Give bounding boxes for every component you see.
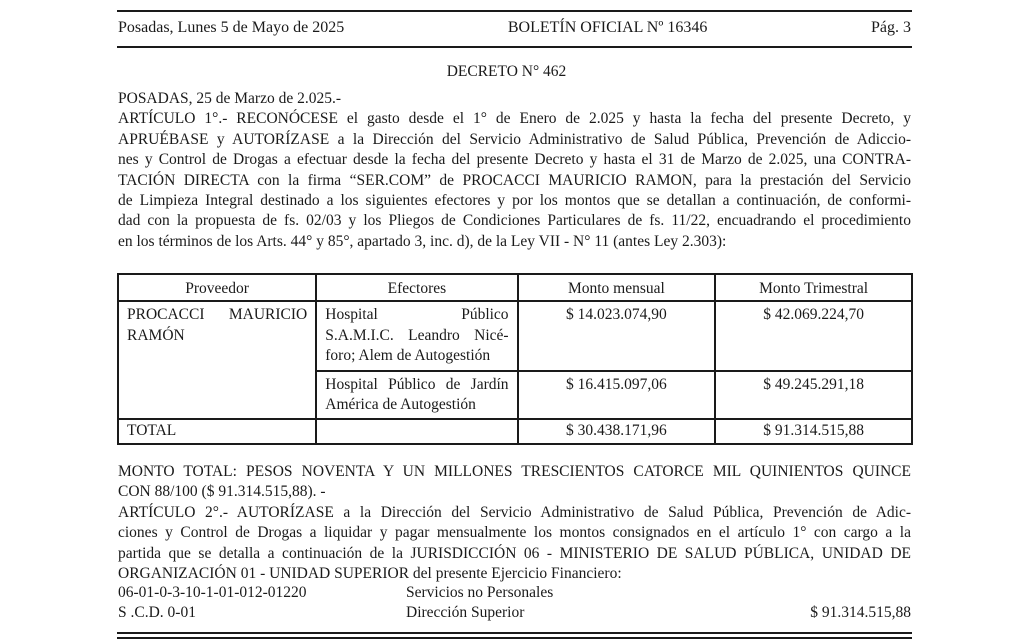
footer-rule (117, 637, 912, 639)
budget-code: S .C.D. 0-01 (118, 604, 196, 621)
quarterly-amount-cell: $ 42.069.224,70 (715, 301, 912, 370)
table-row (118, 371, 912, 420)
budget-row (118, 604, 911, 624)
header-place-date: Posadas, Lunes 5 de Mayo de 2025 (118, 19, 345, 36)
header-page-number: Pág. 3 (871, 19, 911, 36)
provider-cell (118, 301, 316, 370)
column-header-monthly: Monto mensual (518, 274, 716, 301)
article-2-line: ARTÍCULO 2°.- AUTORÍZASE a la Dirección del Servicio Administrativo de Salud Pública, Prevención de Adic- (118, 503, 911, 521)
article-1-line: TACIÓN DIRECTA con la firma “SER.COM” de PROCACCI MAURICIO RAMON, para la prestación del Servicio (118, 171, 911, 189)
article-1-line: dad con la propuesta de fs. 02/03 y los Pliegos de Condiciones Particulares de fs. 11/22, encuadrando el procedimiento (118, 212, 911, 230)
page-header (118, 17, 911, 39)
article-1-line: ARTÍCULO 1°.- RECONÓCESE el gasto desde el 1° de Enero de 2.025 y hasta la fecha del presente Decreto, y (118, 110, 911, 128)
efector-cell (316, 371, 517, 420)
table-total-row (118, 419, 912, 443)
article-2-line: partida que se detalla a continuación de la JURISDICCIÓN 06 - MINISTERIO DE SALUD PÚBLICA, UNIDAD DE (118, 544, 911, 562)
budget-code: 06-01-0-3-10-1-01-012-01220 (118, 584, 307, 601)
column-header-quarterly: Monto Trimestral (715, 274, 912, 301)
column-header-provider: Proveedor (118, 274, 316, 301)
article-1-line: en los términos de los Arts. 44° y 85°, apartado 3, inc. d), de la Ley VII - N° 11 (antes Ley 2.303): (118, 232, 727, 250)
total-monthly-cell: $ 30.438.171,96 (518, 419, 716, 443)
header-top-rule (117, 10, 912, 12)
efector-line: Hospital Público de Jardín (325, 375, 509, 393)
table-header-row (118, 274, 912, 301)
efector-line: foro; Alem de Autogestión (325, 347, 491, 365)
article-2-line: ORGANIZACIÓN 01 - UNIDAD SUPERIOR del presente Ejercicio Financiero: (118, 565, 622, 583)
article-1-line: de Limpieza Integral destinado a los siguientes efectores y por los montos que se detallan a continuación, de conformi- (118, 192, 911, 210)
quarterly-amount-cell: $ 49.245.291,18 (715, 371, 912, 420)
decree-title: DECRETO N° 462 (446, 63, 567, 80)
provider-name-line: RAMÓN (127, 326, 185, 344)
efector-line: América de Autogestión (325, 396, 476, 414)
budget-amount: $ 91.314.515,88 (810, 604, 911, 621)
efector-line: Hospital Público (325, 306, 509, 324)
article-1-line: nes y Control de Drogas a efectuar desde la fecha del presente Decreto y hasta el 31 de Marzo de 2.025, una CONTRA- (118, 151, 911, 169)
total-efector-empty (316, 419, 517, 443)
provider-name-line: PROCACCI MAURICIO (127, 306, 308, 324)
total-quarterly-cell: $ 91.314.515,88 (715, 419, 912, 443)
provider-table (117, 273, 913, 445)
table-row (118, 301, 912, 370)
provider-cell-empty (118, 371, 316, 420)
monto-total-line: CON 88/100 ($ 91.314.515,88). - (118, 483, 326, 501)
efector-cell (316, 301, 517, 370)
budget-description: Dirección Superior (406, 604, 525, 621)
footer-rule (117, 632, 912, 634)
monto-total-line: MONTO TOTAL: PESOS NOVENTA Y UN MILLONES TRESCIENTOS CATORCE MIL QUINIENTOS QUINCE (118, 463, 911, 480)
monthly-amount-cell: $ 16.415.097,06 (518, 371, 716, 420)
total-label: TOTAL (118, 419, 316, 443)
article-1 (118, 89, 911, 252)
column-header-efectores: Efectores (316, 274, 517, 301)
budget-description: Servicios no Personales (406, 584, 554, 601)
budget-row (118, 584, 911, 604)
article-2-line: ciones y Control de Drogas a liquidar y pagar mensualmente los montos consignados en el artículo 1° con cargo a la (118, 524, 911, 542)
decree-place-date: POSADAS, 25 de Marzo de 2.025.- (118, 90, 342, 107)
header-bulletin-number: BOLETÍN OFICIAL Nº 16346 (507, 19, 708, 36)
efector-line: S.A.M.I.C. Leandro Nicé- (325, 326, 509, 344)
monthly-amount-cell: $ 14.023.074,90 (518, 301, 716, 370)
header-bottom-rule (117, 46, 912, 48)
article-2 (118, 462, 911, 584)
article-1-line: APRUÉBASE y AUTORÍZASE a la Dirección del Servicio Administrativo de Salud Pública, Prevención de Adiccio- (118, 130, 911, 148)
